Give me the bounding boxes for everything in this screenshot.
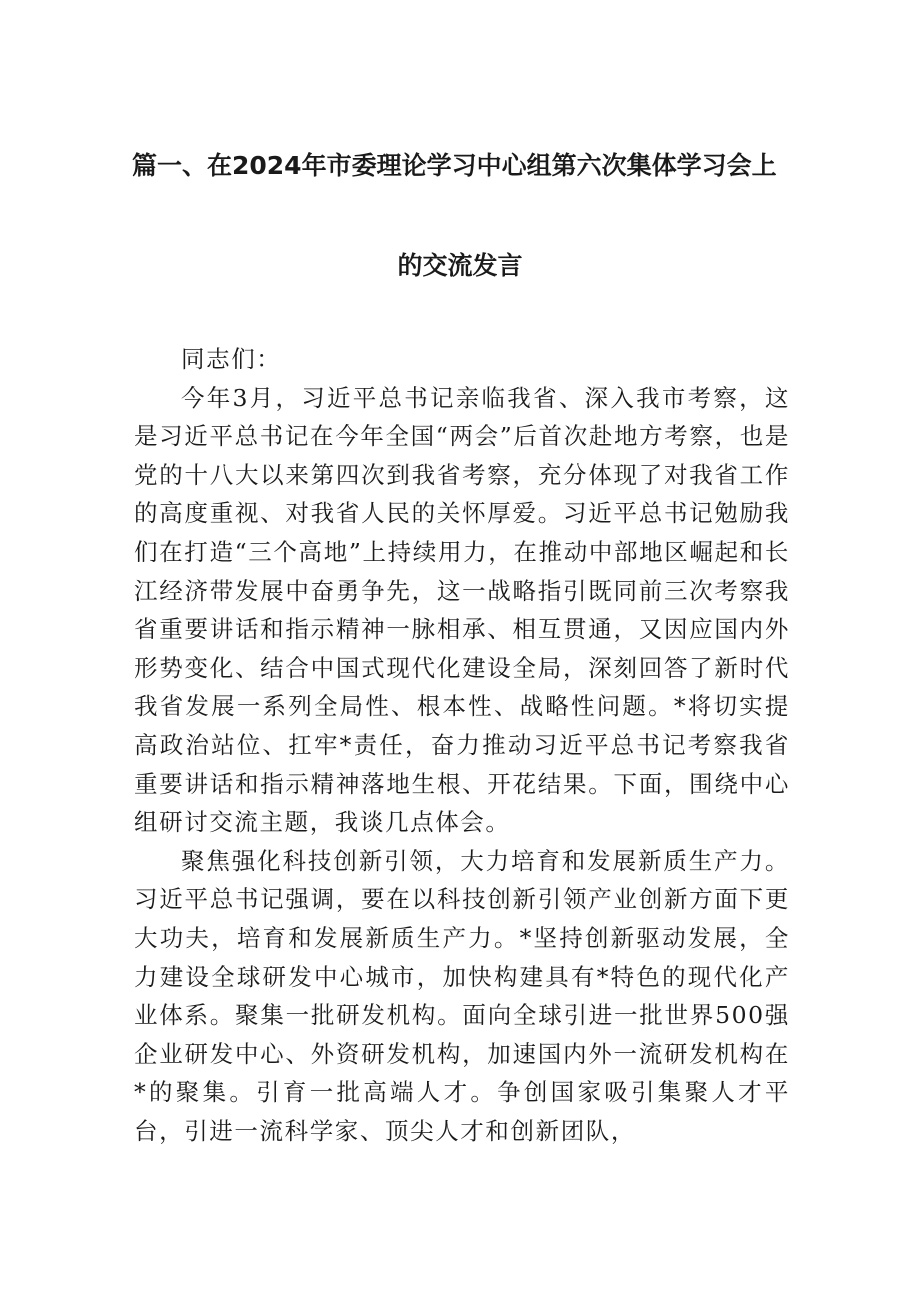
- paragraph-2: 聚焦强化科技创新引领，大力培育和发展新质生产力。习近平总书记强调，要在以科技创新引领产业创新方面下更大功夫，培育和发展新质生产力。*坚持创新驱动发展，全力建设全球研发中心城市，加快构建具有*特色的现代化产业体系。聚集一批研发机构。面向全球引进一批世界500强企业研发中心、外资研发机构，加速国内外一流研发机构在*的聚集。引育一批高端人才。争创国家吸引集聚人才平台，引进一流科学家、顶尖人才和创新团队，: [134, 846, 790, 1145]
- document-title-line-2: 的交流发言: [397, 251, 523, 280]
- document-body: [134, 340, 790, 1150]
- document-title-line-1: 篇一、在2024年市委理论学习中心组第六次集体学习会上: [132, 151, 777, 180]
- paragraph-1: 今年3月，习近平总书记亲临我省、深入我市考察，这是习近平总书记在今年全国“两会”后首次赴地方考察，也是党的十八大以来第四次到我省考察，充分体现了对我省工作的高度重视、对我省人民的关怀厚爱。习近平总书记勉励我们在打造“三个高地”上持续用力，在推动中部地区崛起和长江经济带发展中奋勇争先，这一战略指引既同前三次考察我省重要讲话和指示精神一脉相承、相互贯通，又因应国内外形势变化、结合中国式现代化建设全局，深刻回答了新时代我省发展一系列全局性、根本性、战略性问题。*将切实提高政治站位、扛牢*责任，奋力推动习近平总书记考察我省重要讲话和指示精神落地生根、开花结果。下面，围绕中心组研讨交流主题，我谈几点体会。: [134, 383, 790, 837]
- salutation: 同志们：: [181, 345, 282, 373]
